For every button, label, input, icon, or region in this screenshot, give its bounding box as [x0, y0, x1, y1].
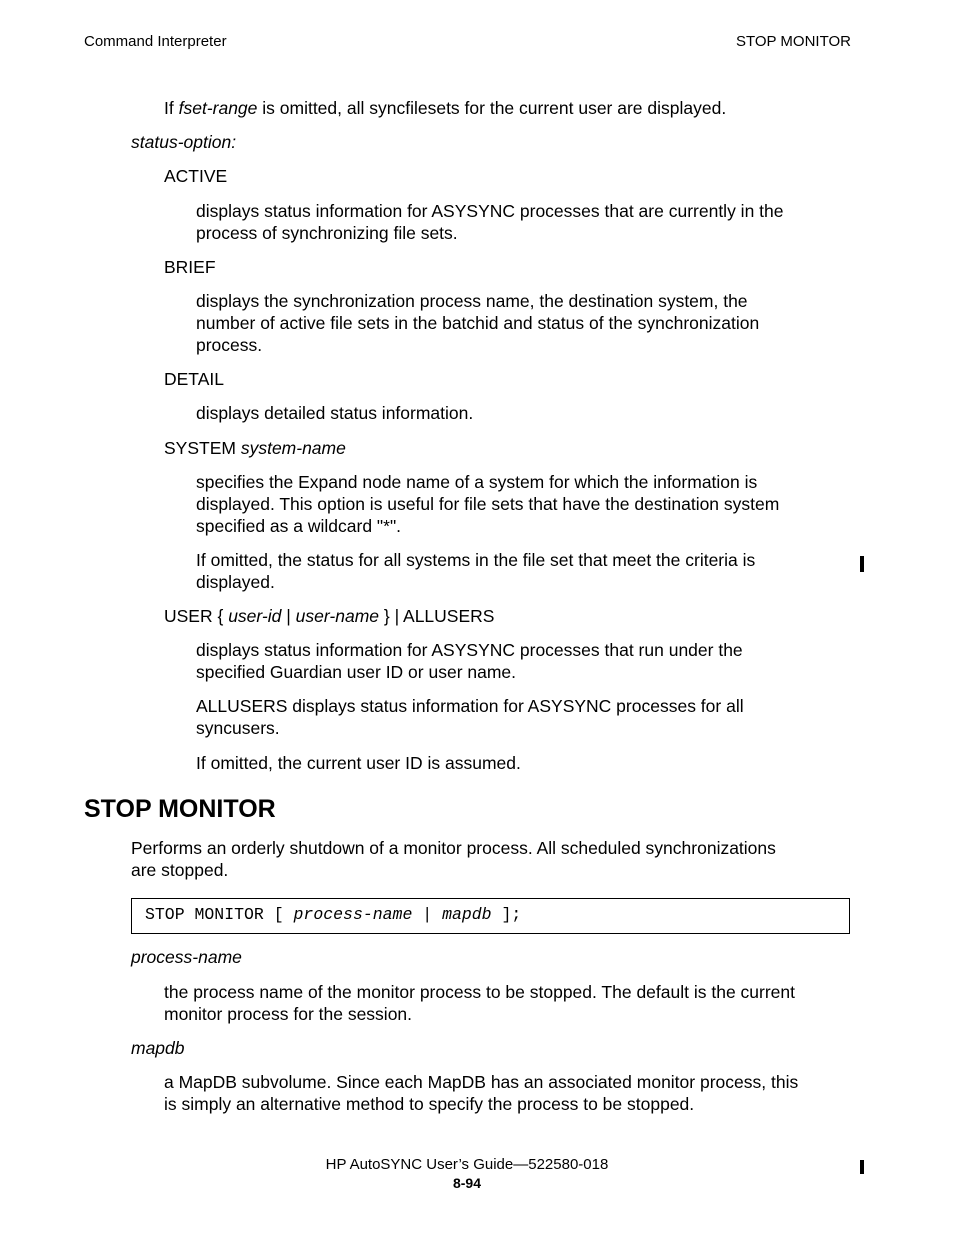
process-name-line2: monitor process for the session.	[164, 1004, 413, 1024]
page-number: 8-94	[452, 1175, 482, 1191]
brief-desc-line1: displays the synchronization process name, the destination system, the	[196, 291, 748, 311]
running-header-left: Command Interpreter	[84, 33, 227, 50]
user-post: } | ALLUSERS	[379, 606, 495, 626]
process-name-label: process-name	[131, 947, 242, 967]
fset-term: fset-range	[178, 98, 258, 118]
user-desc-line1: displays status information for ASYSYNC processes that run under the	[196, 640, 743, 660]
active-desc-line1: displays status information for ASYSYNC processes that are currently in the	[196, 201, 784, 221]
change-bar-footer	[860, 1160, 864, 1174]
system-omit-line1: If omitted, the status for all systems in the file set that meet the criteria is	[196, 550, 756, 570]
system-omit-line2: displayed.	[196, 572, 275, 592]
brief-desc-line3: process.	[196, 335, 263, 355]
syntax-sep: |	[412, 905, 443, 924]
brief-label: BRIEF	[164, 257, 216, 277]
detail-desc: displays detailed status information.	[196, 403, 474, 423]
user-label-row	[164, 605, 494, 627]
syntax-process-name: process-name	[293, 905, 413, 924]
fset-post: is omitted, all syncfilesets for the current user are displayed.	[257, 98, 727, 118]
mapdb-line1: a MapDB subvolume. Since each MapDB has an associated monitor process, this	[164, 1072, 799, 1092]
change-bar	[860, 556, 864, 572]
system-label: SYSTEM	[164, 438, 241, 458]
user-omit: If omitted, the current user ID is assumed.	[196, 753, 521, 773]
allusers-line2: syncusers.	[196, 718, 280, 738]
user-name-param: user-name	[295, 606, 380, 626]
process-name-line1: the process name of the monitor process to be stopped. The default is the current	[164, 982, 796, 1002]
user-desc-line2: specified Guardian user ID or user name.	[196, 662, 517, 682]
system-desc-line2: displayed. This option is useful for file sets that have the destination system	[196, 494, 780, 514]
syntax-pre: STOP MONITOR [	[145, 905, 294, 924]
system-desc-line3: specified as a wildcard "*".	[196, 516, 402, 536]
system-desc-line1: specifies the Expand node name of a system for which the information is	[196, 472, 758, 492]
system-param: system-name	[240, 438, 346, 458]
fset-pre: If	[164, 98, 179, 118]
active-label: ACTIVE	[164, 166, 228, 186]
syntax-mapdb: mapdb	[442, 905, 492, 924]
running-header-right: STOP MONITOR	[735, 33, 851, 50]
section-heading: STOP MONITOR	[84, 795, 276, 823]
user-pre: USER {	[164, 606, 229, 626]
syntax-box	[131, 898, 850, 934]
mapdb-label: mapdb	[131, 1038, 185, 1058]
fset-range-paragraph	[164, 97, 726, 119]
user-sep: |	[281, 606, 296, 626]
system-label-row	[164, 437, 346, 459]
detail-label: DETAIL	[164, 369, 224, 389]
syntax-post: ];	[491, 905, 522, 924]
user-id-param: user-id	[228, 606, 282, 626]
footer-title: HP AutoSYNC User’s Guide—522580-018	[325, 1156, 609, 1173]
status-option-label: status-option:	[131, 132, 237, 152]
mapdb-line2: is simply an alternative method to specify the process to be stopped.	[164, 1094, 695, 1114]
active-desc-line2: process of synchronizing file sets.	[196, 223, 458, 243]
allusers-line1: ALLUSERS displays status information for ASYSYNC processes for all	[196, 696, 744, 716]
stop-monitor-desc-line1: Performs an orderly shutdown of a monitor process. All scheduled synchronizations	[131, 838, 776, 858]
stop-monitor-desc-line2: are stopped.	[131, 860, 229, 880]
brief-desc-line2: number of active file sets in the batchid and status of the synchronization	[196, 313, 760, 333]
